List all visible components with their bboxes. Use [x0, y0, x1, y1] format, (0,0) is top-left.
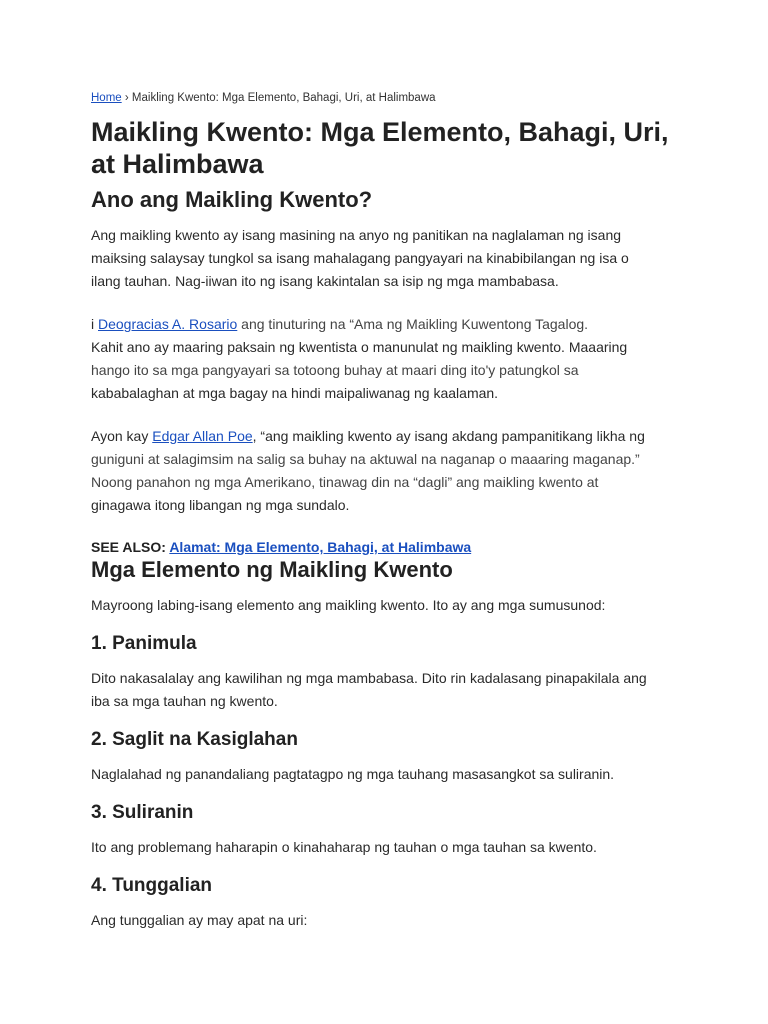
element-heading-suliranin: 3. Suliranin: [91, 802, 194, 823]
intro-paragraph: [91, 224, 676, 293]
section-heading-intro: Ano ang Maikling Kwento?: [91, 187, 373, 212]
rosario-suffix: ang tinuturing na “Ama ng Maikling Kuwentong Tagalog.: [237, 316, 589, 332]
breadcrumb-separator: ›: [121, 92, 132, 104]
see-also: [91, 537, 471, 557]
poe-line: ginagawa itong libangan ng mga sundalo.: [91, 497, 350, 513]
rosario-prefix: i: [91, 316, 98, 332]
see-also-link[interactable]: Alamat: Mga Elemento, Bahagi, at Halimbawa: [169, 539, 472, 555]
section-heading-elements: Mga Elemento ng Maikling Kwento: [91, 557, 453, 582]
element-text-tunggalian: [91, 909, 676, 932]
elements-intro: [91, 594, 676, 617]
rosario-line: kababalaghan at mga bagay na hindi maipaliwanag ng kaalaman.: [91, 385, 499, 401]
rosario-paragraph: [91, 313, 676, 405]
poe-suffix: , “ang maikling kwento ay isang akdang pampanitikang likha ng: [252, 428, 645, 444]
element-heading-panimula: 1. Panimula: [91, 633, 197, 654]
rosario-first-line: [91, 313, 676, 336]
element-heading-tunggalian: 4. Tunggalian: [91, 875, 213, 896]
rosario-line: hango ito sa mga pangyayari sa totoong buhay at maari ding ito'y patungkol sa: [91, 362, 579, 378]
element-text-suliranin: [91, 836, 676, 859]
poe-line: guniguni at salagimsim na salig sa buhay na aktuwal na naganap o maaaring maganap.”: [91, 451, 640, 467]
breadcrumb: [91, 92, 436, 104]
element-text-panimula: [91, 667, 676, 713]
element-line: Dito nakasalalay ang kawilihan ng mga mambabasa. Dito rin kadalasang pinapakilala ang: [91, 670, 647, 686]
elements-intro-line: Mayroong labing-isang elemento ang maikling kwento. Ito ay ang mga sumusunod:: [91, 597, 606, 613]
breadcrumb-current: Maikling Kwento: Mga Elemento, Bahagi, Uri, at Halimbawa: [131, 92, 436, 104]
poe-link[interactable]: Edgar Allan Poe: [152, 428, 253, 444]
see-also-label: SEE ALSO:: [91, 539, 170, 555]
poe-paragraph: [91, 425, 676, 517]
poe-first-line: [91, 425, 676, 448]
element-line: Naglalahad ng panandaliang pagtatagpo ng mga tauhang masasangkot sa suliranin.: [91, 766, 615, 782]
breadcrumb-home-link[interactable]: Home: [91, 92, 122, 104]
element-line: Ito ang problemang haharapin o kinahaharap ng tauhan o mga tauhan sa kwento.: [91, 839, 597, 855]
intro-line: ilang tauhan. Nag-iiwan ito ng isang kakintalan sa isip ng mga mambabasa.: [91, 273, 559, 289]
intro-line: Ang maikling kwento ay isang masining na anyo ng panitikan na naglalaman ng isang: [91, 227, 622, 243]
page-title: Maikling Kwento: Mga Elemento, Bahagi, Uri, at Halimbawa: [91, 117, 669, 179]
intro-line: maiksing salaysay tungkol sa isang mahalagang pangyayari na kinabibilangan ng isa o: [91, 250, 629, 266]
rosario-link[interactable]: Deogracias A. Rosario: [98, 316, 238, 332]
element-line: Ang tunggalian ay may apat na uri:: [91, 912, 308, 928]
rosario-line: Kahit ano ay maaring paksain ng kwentista o manunulat ng maikling kwento. Maaaring: [91, 339, 628, 355]
element-text-saglit-na-kasiglahan: [91, 763, 676, 786]
element-line: iba sa mga tauhan ng kwento.: [91, 693, 278, 709]
poe-line: Noong panahon ng mga Amerikano, tinawag din na “dagli” ang maikling kwento at: [91, 474, 599, 490]
poe-prefix: Ayon kay: [91, 428, 153, 444]
element-heading-saglit-na-kasiglahan: 2. Saglit na Kasiglahan: [91, 729, 298, 750]
